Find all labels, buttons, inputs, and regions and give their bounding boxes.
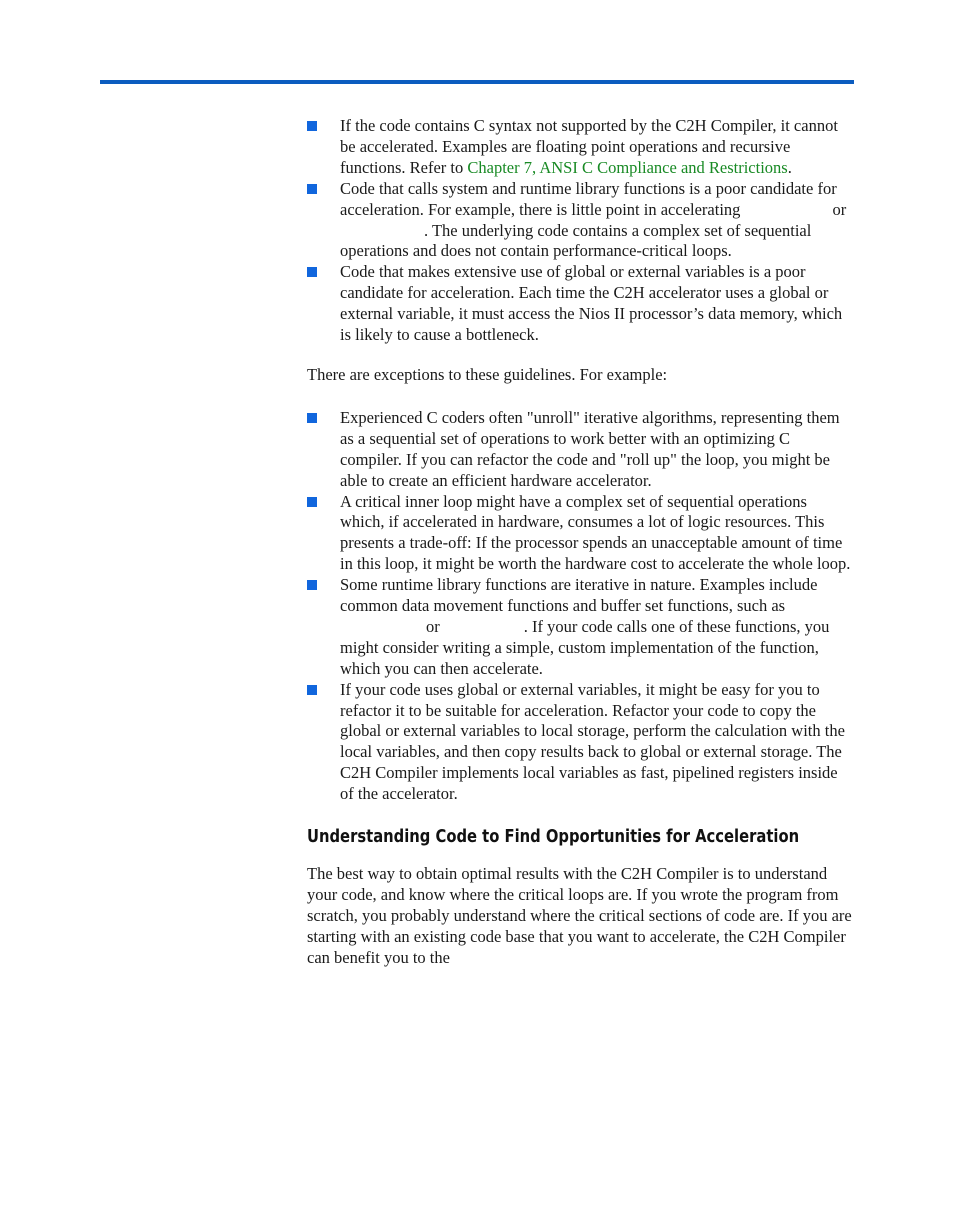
page-content — [307, 116, 852, 969]
exceptions-list — [307, 408, 852, 805]
list-item: Some runtime library functions are iterative in nature. Examples include common data movement functions and buffer set functions, such as or . If your code calls one of these functions, you might consider writing a simple, custom implementation of the function, which you can then accelerate. — [307, 575, 852, 680]
square-bullet-icon — [307, 267, 317, 277]
list-item: Code that makes extensive use of global or external variables is a poor candidate for acceleration. Each time the C2H accelerator uses a global or external variable, it must access the Nios II processor’s data memory, which is likely to cause a bottleneck. — [307, 262, 852, 346]
body-paragraph: The best way to obtain optimal results with the C2H Compiler is to understand your code, and know where the critical loops are. If you wrote the program from scratch, you probably understand where the critical sections of code are. If you are starting with an existing code base that you want to accelerate, the C2H Compiler can benefit you to the — [307, 864, 852, 967]
list-item: If your code uses global or external variables, it might be easy for you to refactor it to be suitable for acceleration. Refactor your code to copy the global or external variables to local storage, perform the calculation with the local variables, and then copy results back to global or external storage. The C2H Compiler implements local variables as fast, pipelined registers inside of the accelerator. — [307, 680, 852, 805]
header-rule — [100, 80, 854, 84]
list-item: If the code contains C syntax not supported by the C2H Compiler, it cannot be accelerated. Examples are floating point operations and recursive functions. Refer to Chapter 7, ANSI C Compliance and Restrictions. — [307, 116, 852, 179]
exceptions-intro: There are exceptions to these guidelines. For example: — [307, 364, 668, 384]
guideline-list — [307, 116, 852, 346]
list-item: Experienced C coders often "unroll" iterative algorithms, representing them as a sequential set of operations to work better with an optimizing C compiler. If you can refactor the code and "roll up" the loop, you might be able to create an efficient hardware accelerator. — [307, 408, 852, 492]
section-heading: Understanding Code to Find Opportunities for Acceleration — [307, 826, 800, 848]
square-bullet-icon — [307, 413, 317, 423]
square-bullet-icon — [307, 685, 317, 695]
list-item: Code that calls system and runtime library functions is a poor candidate for acceleration. For example, there is little point in accelerating or. The underlying code contains a complex set of sequential operations and does not contain performance-critical loops. — [307, 179, 852, 263]
square-bullet-icon — [307, 580, 317, 590]
square-bullet-icon — [307, 184, 317, 194]
chapter-7-link[interactable]: Chapter 7, ANSI C Compliance and Restrictions — [467, 157, 788, 177]
square-bullet-icon — [307, 497, 317, 507]
square-bullet-icon — [307, 121, 317, 131]
list-item: A critical inner loop might have a complex set of sequential operations which, if accelerated in hardware, consumes a lot of logic resources. This presents a trade-off: If the processor spends an unacceptable amount of time in this loop, it might be worth the hardware cost to accelerate the whole loop. — [307, 492, 852, 576]
